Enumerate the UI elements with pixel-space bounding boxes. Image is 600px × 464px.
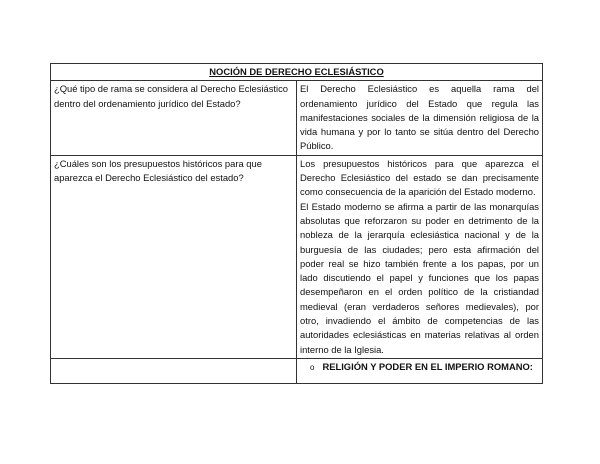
answer-paragraph: El Derecho Eclesiástico es aquella rama del ordenamiento jurídico del Estado que regula las manifestaciones sociales de la dimensión religiosa de la vida humana y por lo tanto se sitúa dentro del Derecho Público. (300, 83, 539, 152)
answer-paragraph: Los presupuestos históricos para que aparezca el Derecho Eclesiástico del estado se dan precisamente como consecuencia de la aparición del Estado moderno. (300, 157, 539, 198)
document-table (50, 63, 543, 384)
bullet-heading-line (300, 360, 539, 374)
question-cell: ¿Cuáles son los presupuestos históricos para que aparezca el Derecho Eclesiástico del estado? (51, 155, 297, 358)
table-title: NOCIÓN DE DERECHO ECLESIÁSTICO (51, 64, 543, 81)
question-cell: ¿Qué tipo de rama se considera al Derecho Eclesiástico dentro del ordenamiento jurídico del Estado? (51, 81, 297, 155)
subheading-cell (297, 358, 543, 383)
answer-cell (297, 81, 543, 155)
title-row (51, 64, 543, 81)
table-row (51, 358, 543, 383)
empty-cell (51, 358, 297, 383)
answer-paragraph: El Estado moderno se afirma a partir de las monarquías absolutas que reforzaron su poder en detrimento de la nobleza de la jerarquía eclesiástica nacional y de la burguesía de las ciudades; pero esta afirmación del poder real se hizo también frente a los papas, por un lado discutiendo el papel y funciones que los papas desempeñaron en el orden político de la cristiandad medieval (eran verdaderos señores medievales), por otro, invadiendo el ámbito de competencias de las autoridades eclesiásticas en materias relativas al orden interno de la Iglesia. (300, 200, 539, 355)
table-row (51, 155, 543, 358)
bullet-icon: o (310, 362, 315, 372)
answer-cell (297, 155, 543, 358)
section-heading: RELIGIÓN Y PODER EN EL IMPERIO ROMANO: (322, 360, 533, 372)
table-row (51, 81, 543, 155)
